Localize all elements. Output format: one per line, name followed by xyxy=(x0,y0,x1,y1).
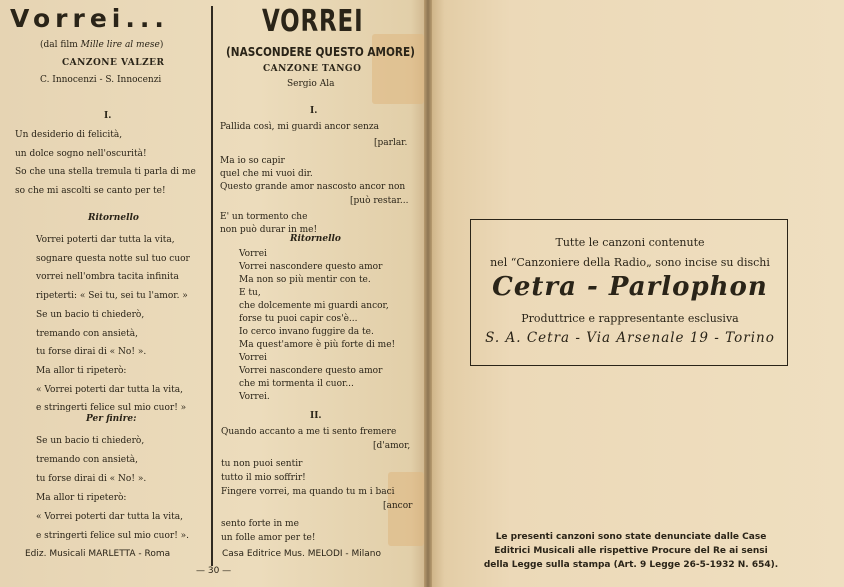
ad-line-1: Tutte le canzoni contenute xyxy=(555,236,705,249)
lyric-line: Se un bacio ti chiederò, xyxy=(36,436,145,446)
lyric-line: Se un bacio ti chiederò, xyxy=(36,309,145,320)
lyric-line: [può restar... xyxy=(350,196,409,206)
film-note-title: Mille lire al mese xyxy=(80,40,160,50)
song-a-verse-1 xyxy=(15,126,196,200)
legal-line: della Legge sulla stampa (Art. 9 Legge 26-5-1932 N. 654). xyxy=(483,560,779,570)
ad-line-3: Produttrice e rappresentante esclusiva xyxy=(521,312,739,325)
lyric-line: ripeterti: « Sei tu, sei tu l'amor. » xyxy=(36,291,188,302)
lyric-line: sognare questa notte sul tuo cuor xyxy=(36,253,190,264)
song-a-finale-label: Per finire: xyxy=(86,414,137,424)
song-a-publisher: Ediz. Musicali MARLETTA - Roma xyxy=(25,549,171,559)
song-b-chorus xyxy=(239,248,395,404)
song-b-subtitle: (NASCONDERE QUESTO AMORE) xyxy=(226,44,415,59)
song-a-chorus xyxy=(36,231,190,418)
lyric-line: « Vorrei poterti dar tutta la vita, xyxy=(36,512,183,522)
book-gutter xyxy=(424,0,432,587)
lyric-line: Un desiderio di felicità, xyxy=(15,130,123,140)
page-number: — 30 — xyxy=(196,566,232,576)
lyric-line: Vorrei xyxy=(239,353,267,363)
song-a-authors: C. Innocenzi - S. Innocenzi xyxy=(40,75,162,85)
ad-box xyxy=(470,219,788,366)
lyric-line: un folle amor per te! xyxy=(221,533,316,543)
ad-line-4: S. A. Cetra - Via Arsenale 19 - Torino xyxy=(485,330,775,346)
lyric-line: E tu, xyxy=(239,288,261,298)
film-note-prefix: (dal film xyxy=(40,40,81,50)
lyric-line: [parlar. xyxy=(374,138,408,148)
song-a-chorus-label: Ritornello xyxy=(88,213,139,223)
lyric-line: e stringerti felice sul mio cuor! » xyxy=(36,403,187,414)
lyric-line: Vorrei xyxy=(239,249,267,259)
lyric-line: un dolce sogno nell'oscurità! xyxy=(15,148,147,159)
lyric-line: tu forse dirai di « No! ». xyxy=(36,474,147,484)
lyric-line: so che mi ascolti se canto per te! xyxy=(15,185,166,196)
lyric-line: sento forte in me xyxy=(221,519,299,529)
column-divider xyxy=(211,6,213,566)
lyric-line: che mi tormenta il cuor... xyxy=(239,379,354,389)
ad-brand: Cetra - Parlophon xyxy=(492,272,768,302)
lyric-line: Ma quest'amore è più forte di me! xyxy=(239,340,396,350)
song-b-section-1: I. xyxy=(310,106,318,116)
lyric-line: tremando con ansietà, xyxy=(36,328,138,339)
lyric-line: Fingere vorrei, ma quando tu m i baci xyxy=(221,487,395,497)
song-a-title: Vorrei... xyxy=(10,4,169,33)
song-b-genre: CANZONE TANGO xyxy=(263,64,362,74)
song-a-finale xyxy=(36,432,189,546)
song-b-title: VORREI xyxy=(262,4,364,39)
lyric-line: Ma io so capir xyxy=(220,156,285,166)
lyric-line: vorrei nell'ombra tacita infinita xyxy=(36,272,179,283)
legal-line: Editrici Musicali alle rispettive Procure del Re ai sensi xyxy=(494,546,768,556)
lyric-line: Vorrei poterti dar tutta la vita, xyxy=(36,235,175,245)
lyric-line: Questo grande amor nascosto ancor non xyxy=(220,182,406,192)
legal-line: Le presenti canzoni sono state denunciate dalle Case xyxy=(495,532,767,542)
lyric-line: Vorrei. xyxy=(239,392,270,402)
lyric-line: e stringerti felice sul mio cuor! ». xyxy=(36,531,190,541)
song-b-section-2: II. xyxy=(310,411,322,421)
lyric-line: che dolcemente mi guardi ancor, xyxy=(239,301,389,311)
lyric-line: Ma allor ti ripeterò: xyxy=(36,365,127,376)
lyric-line: Io cerco invano fuggire da te. xyxy=(239,327,374,337)
film-note-suffix: ) xyxy=(159,40,164,50)
lyric-line: tutto il mio soffrir! xyxy=(221,473,306,483)
lyric-line: E' un tormento che xyxy=(220,212,308,222)
lyric-line: Ma allor ti ripeterò: xyxy=(36,493,127,503)
lyric-line: tremando con ansietà, xyxy=(36,455,138,465)
lyric-line: Vorrei nascondere questo amor xyxy=(239,262,383,272)
lyric-line: forse tu puoi capir cos'è... xyxy=(239,314,358,324)
lyric-line: quel che mi vuoi dir. xyxy=(220,169,313,179)
legal-notice xyxy=(466,530,796,572)
song-b-verse-1 xyxy=(220,121,408,237)
lyric-line: tu non puoi sentir xyxy=(221,459,303,469)
song-a-film-note xyxy=(40,40,163,50)
lyric-line: non può durar in me! xyxy=(220,225,318,235)
lyric-line: [ancor xyxy=(383,501,413,511)
lyric-line: Ma non so più mentir con te. xyxy=(239,275,371,285)
song-a-genre: CANZONE VALZER xyxy=(62,58,165,68)
lyric-line: Quando accanto a me ti sento fremere xyxy=(221,427,397,437)
lyric-line: Pallida così, mi guardi ancor senza xyxy=(220,122,379,132)
song-a-section-1: I. xyxy=(104,111,112,121)
lyric-line: tu forse dirai di « No! ». xyxy=(36,347,147,358)
song-b-author: Sergio Ala xyxy=(287,79,335,89)
song-b-chorus-label: Ritornello xyxy=(290,234,341,244)
lyric-line: So che una stella tremula ti parla di me xyxy=(15,167,196,177)
song-b-verse-2 xyxy=(221,426,412,545)
lyric-line: Vorrei nascondere questo amor xyxy=(239,366,383,376)
lyric-line: [d'amor, xyxy=(373,441,411,451)
ad-line-2: nel “Canzoniere della Radio„ sono incise su dischi xyxy=(490,256,770,269)
lyric-line: « Vorrei poterti dar tutta la vita, xyxy=(36,384,183,395)
song-b-publisher: Casa Editrice Mus. MELODI - Milano xyxy=(222,549,381,559)
